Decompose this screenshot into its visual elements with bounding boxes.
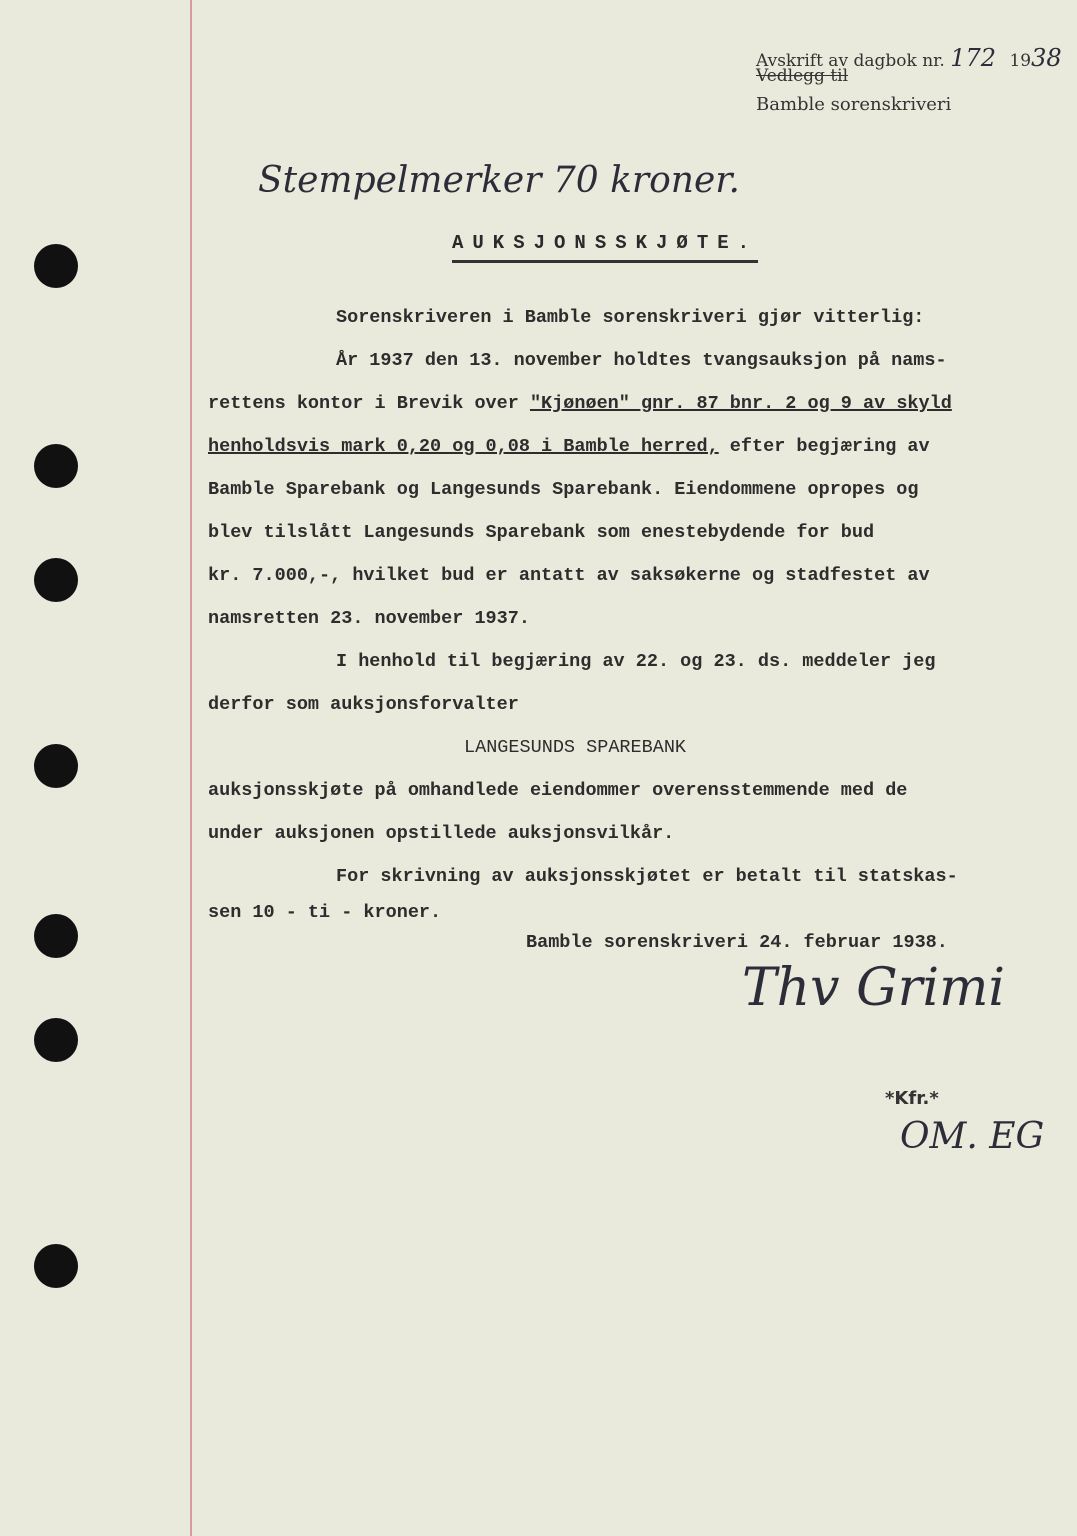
- stamp-note: Stempelmerker 70 kroner.: [258, 160, 740, 201]
- property-reference: henholdsvis mark 0,20 og 0,08 i Bamble herred,: [208, 436, 719, 457]
- bank-name: LANGESUNDS SPAREBANK: [464, 737, 687, 758]
- body-line: Sorenskriveren i Bamble sorenskriveri gjør vitterlig:: [336, 307, 925, 328]
- punch-hole: [34, 914, 78, 958]
- body-line: namsretten 23. november 1937.: [208, 608, 530, 629]
- body-line: I henhold til begjæring av 22. og 23. ds. meddeler jeg: [336, 651, 936, 672]
- dagbok-number: 172: [950, 44, 997, 72]
- body-line: auksjonsskjøte på omhandlede eiendommer overensstemmende med de: [208, 780, 908, 801]
- body-line: kr. 7.000,-, hvilket bud er antatt av saksøkerne og stadfestet av: [208, 565, 930, 586]
- body-line: blev tilslått Langesunds Sparebank som enestebydende for bud: [208, 522, 875, 543]
- body-line: derfor som auksjonsforvalter: [208, 694, 519, 715]
- kfr-stamp: *Kfr.*: [885, 1088, 939, 1109]
- punch-hole: [34, 1018, 78, 1062]
- punch-hole: [34, 744, 78, 788]
- body-line: [208, 425, 1058, 468]
- document-title: AUKSJONSSKJØTE.: [452, 232, 758, 263]
- dagbok-label: dagbok nr.: [853, 51, 945, 71]
- body-line: For skrivning av auksjonsskjøtet er betalt til statskas-: [336, 866, 958, 887]
- body-line: År 1937 den 13. november holdtes tvangsauksjon på nams-: [336, 350, 947, 371]
- body-line: under auksjonen opstillede auksjonsvilkår.: [208, 823, 675, 844]
- year-prefix: 19: [1009, 51, 1032, 71]
- punch-hole: [34, 558, 78, 602]
- body-line: sen 10 - ti - kroner.: [208, 902, 442, 923]
- property-reference: "Kjønøen" gnr. 87 bnr. 2 og 9 av skyld: [529, 393, 952, 414]
- punch-hole: [34, 244, 78, 288]
- body-line: Bamble Sparebank og Langesunds Sparebank. Eiendommene opropes og: [208, 479, 919, 500]
- header-stamp: [756, 44, 1062, 116]
- punch-hole: [34, 1244, 78, 1288]
- year-suffix: 38: [1031, 44, 1062, 72]
- vedlegg-label: Vedlegg til: [756, 66, 849, 86]
- initials: OM. EG: [900, 1116, 1045, 1157]
- document-body: [208, 296, 1058, 958]
- margin-line: [190, 0, 192, 1536]
- signature: Thv Grimi: [742, 958, 1006, 1018]
- body-line: [208, 382, 1058, 425]
- avskrift-label: Avskrift av: [756, 51, 849, 71]
- punch-hole: [34, 444, 78, 488]
- body-text-span: efter begjæring av: [718, 436, 930, 457]
- office-name: Bamble sorenskriveri: [756, 94, 952, 115]
- place-date: Bamble sorenskriveri 24. februar 1938.: [526, 932, 948, 953]
- body-text-span: rettens kontor i Brevik over: [208, 393, 530, 414]
